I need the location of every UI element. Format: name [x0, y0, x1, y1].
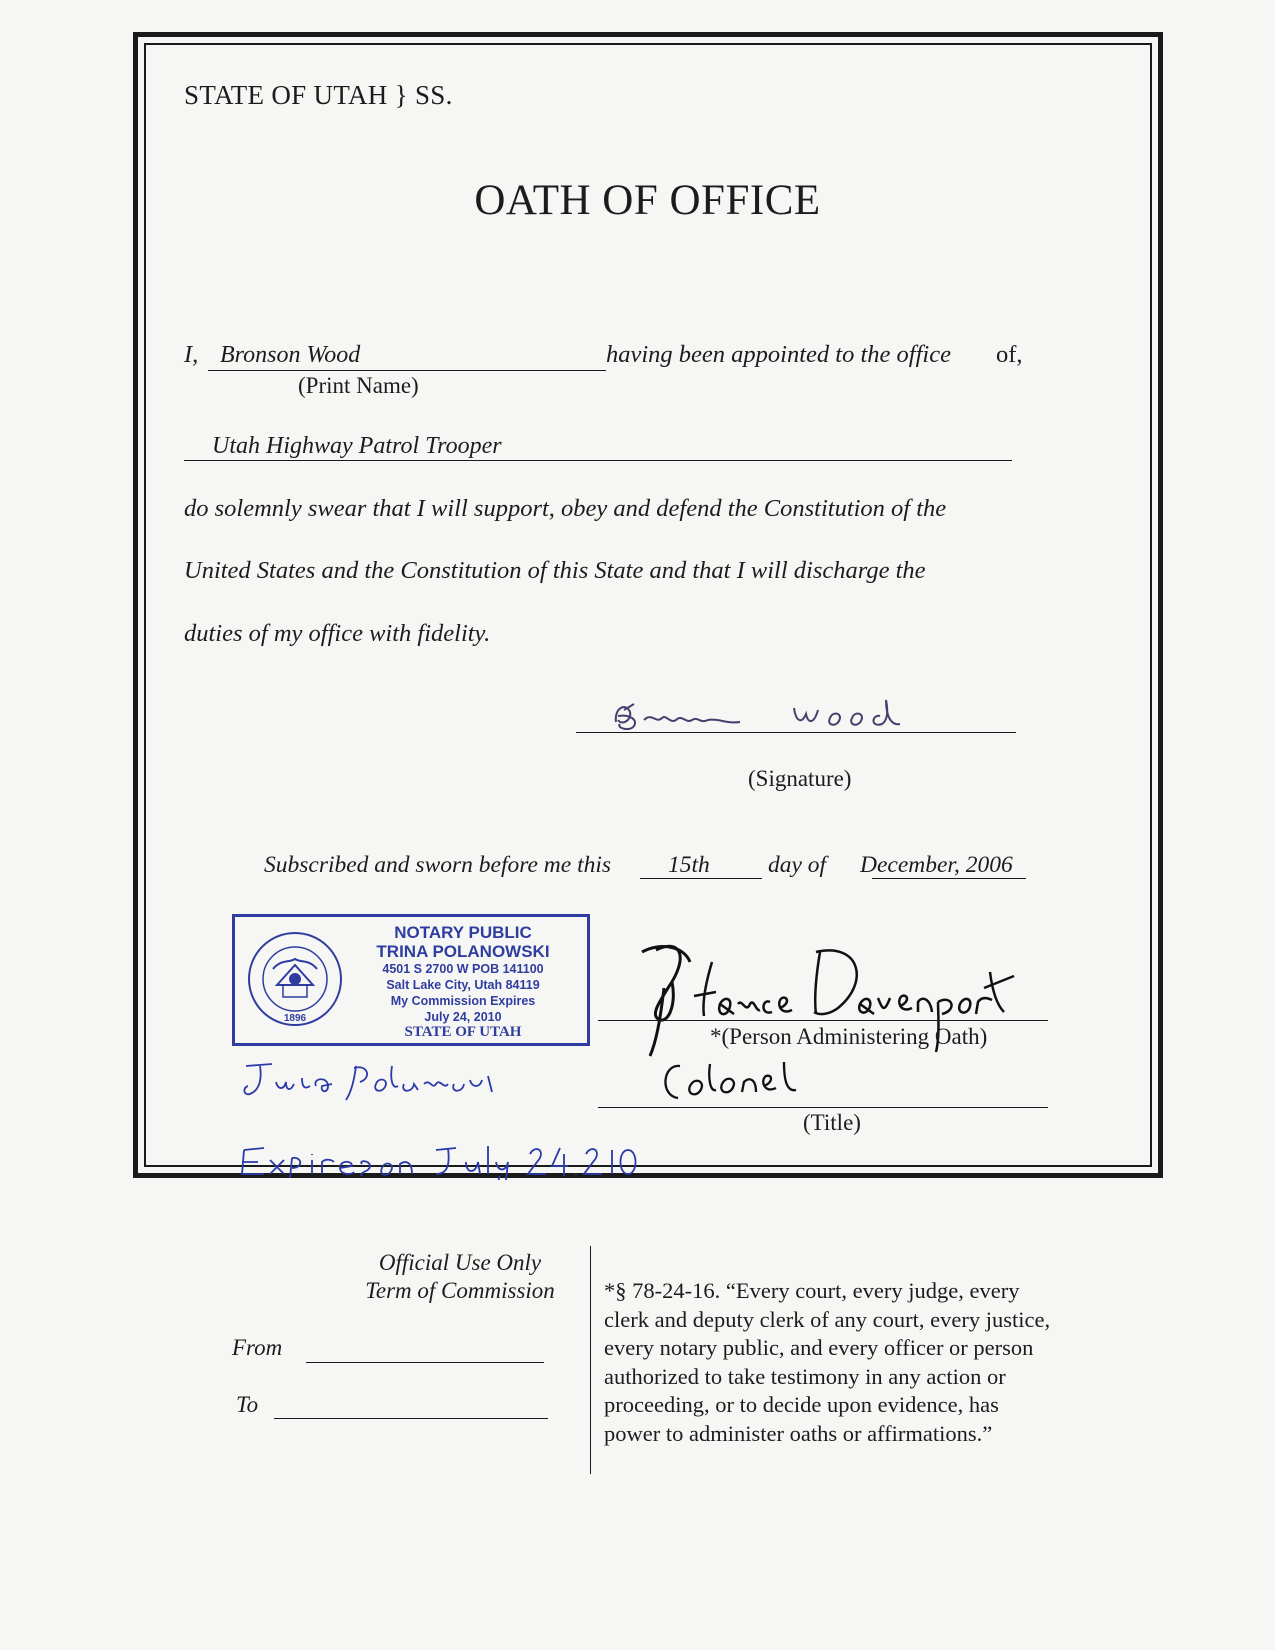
appointed-text: having been appointed to the office: [606, 341, 951, 368]
stamp-state: STATE OF UTAH: [404, 1024, 522, 1040]
to-field-line[interactable]: [274, 1418, 548, 1419]
document-title: OATH OF OFFICE: [474, 177, 821, 224]
statute-text: [604, 1277, 1050, 1448]
print-name-caption: (Print Name): [298, 373, 419, 398]
notary-signature: [236, 1056, 516, 1106]
name-underline: [208, 370, 606, 371]
administering-title-handwritten: [656, 1056, 816, 1108]
statute-line: proceeding, or to decide upon evidence, has: [604, 1392, 999, 1417]
day-value: 15th: [668, 852, 710, 878]
notary-expiry-handwritten: [230, 1140, 650, 1180]
applicant-signature: [600, 690, 930, 740]
appointed-of: of,: [996, 341, 1023, 368]
office-underline: [184, 460, 1012, 461]
office-value: Utah Highway Patrol Trooper: [212, 433, 502, 459]
statute-line: power to administer oaths or affirmations.”: [604, 1420, 993, 1446]
oath-body-line: duties of my office with fidelity.: [184, 620, 491, 647]
oath-body-line: do solemnly swear that I will support, obey and defend the Constitution of the: [184, 495, 947, 522]
administering-underline: [598, 1020, 1048, 1021]
statute-line: every notary public, and every officer or person: [604, 1335, 1034, 1360]
term-of-commission-heading: Term of Commission: [365, 1278, 555, 1303]
sworn-prefix: Subscribed and sworn before me this: [264, 852, 612, 878]
stamp-line: My Commission Expires: [390, 994, 536, 1008]
statute-line: *§ 78-24-16. “Every court, every judge, every: [604, 1278, 1020, 1303]
footer-divider: [590, 1246, 591, 1474]
oath-body-line: United States and the Constitution of this State and that I will discharge the: [184, 557, 926, 584]
official-use-heading: Official Use Only: [378, 1250, 542, 1275]
from-field-line[interactable]: [306, 1362, 544, 1363]
to-label: To: [236, 1392, 259, 1417]
stamp-line: 4501 S 2700 W POB 141100: [382, 962, 544, 976]
stamp-line: Salt Lake City, Utah 84119: [386, 978, 540, 992]
stamp-expiry: July 24, 2010: [424, 1010, 502, 1024]
oath-pronoun: I,: [184, 341, 199, 368]
administering-caption: *(Person Administering Oath): [710, 1024, 988, 1049]
statute-line: authorized to take testimony in any action or: [604, 1363, 1006, 1389]
state-venue: STATE OF UTAH } SS.: [184, 80, 453, 110]
from-label: From: [232, 1335, 283, 1360]
statute-line: clerk and deputy clerk of any court, every justice,: [604, 1306, 1051, 1332]
title-caption: (Title): [803, 1110, 861, 1135]
name-value: Bronson Wood: [220, 342, 361, 368]
month-year-value: December, 2006: [860, 852, 1013, 878]
stamp-line: NOTARY PUBLIC: [394, 923, 532, 942]
stamp-notary-name: TRINA POLANOWSKI: [376, 942, 550, 961]
signature-caption: (Signature): [748, 766, 852, 791]
seal-year: 1896: [283, 1013, 307, 1024]
notary-stamp: [232, 914, 590, 1046]
title-underline: [598, 1107, 1048, 1108]
day-of-label: day of: [768, 852, 827, 878]
